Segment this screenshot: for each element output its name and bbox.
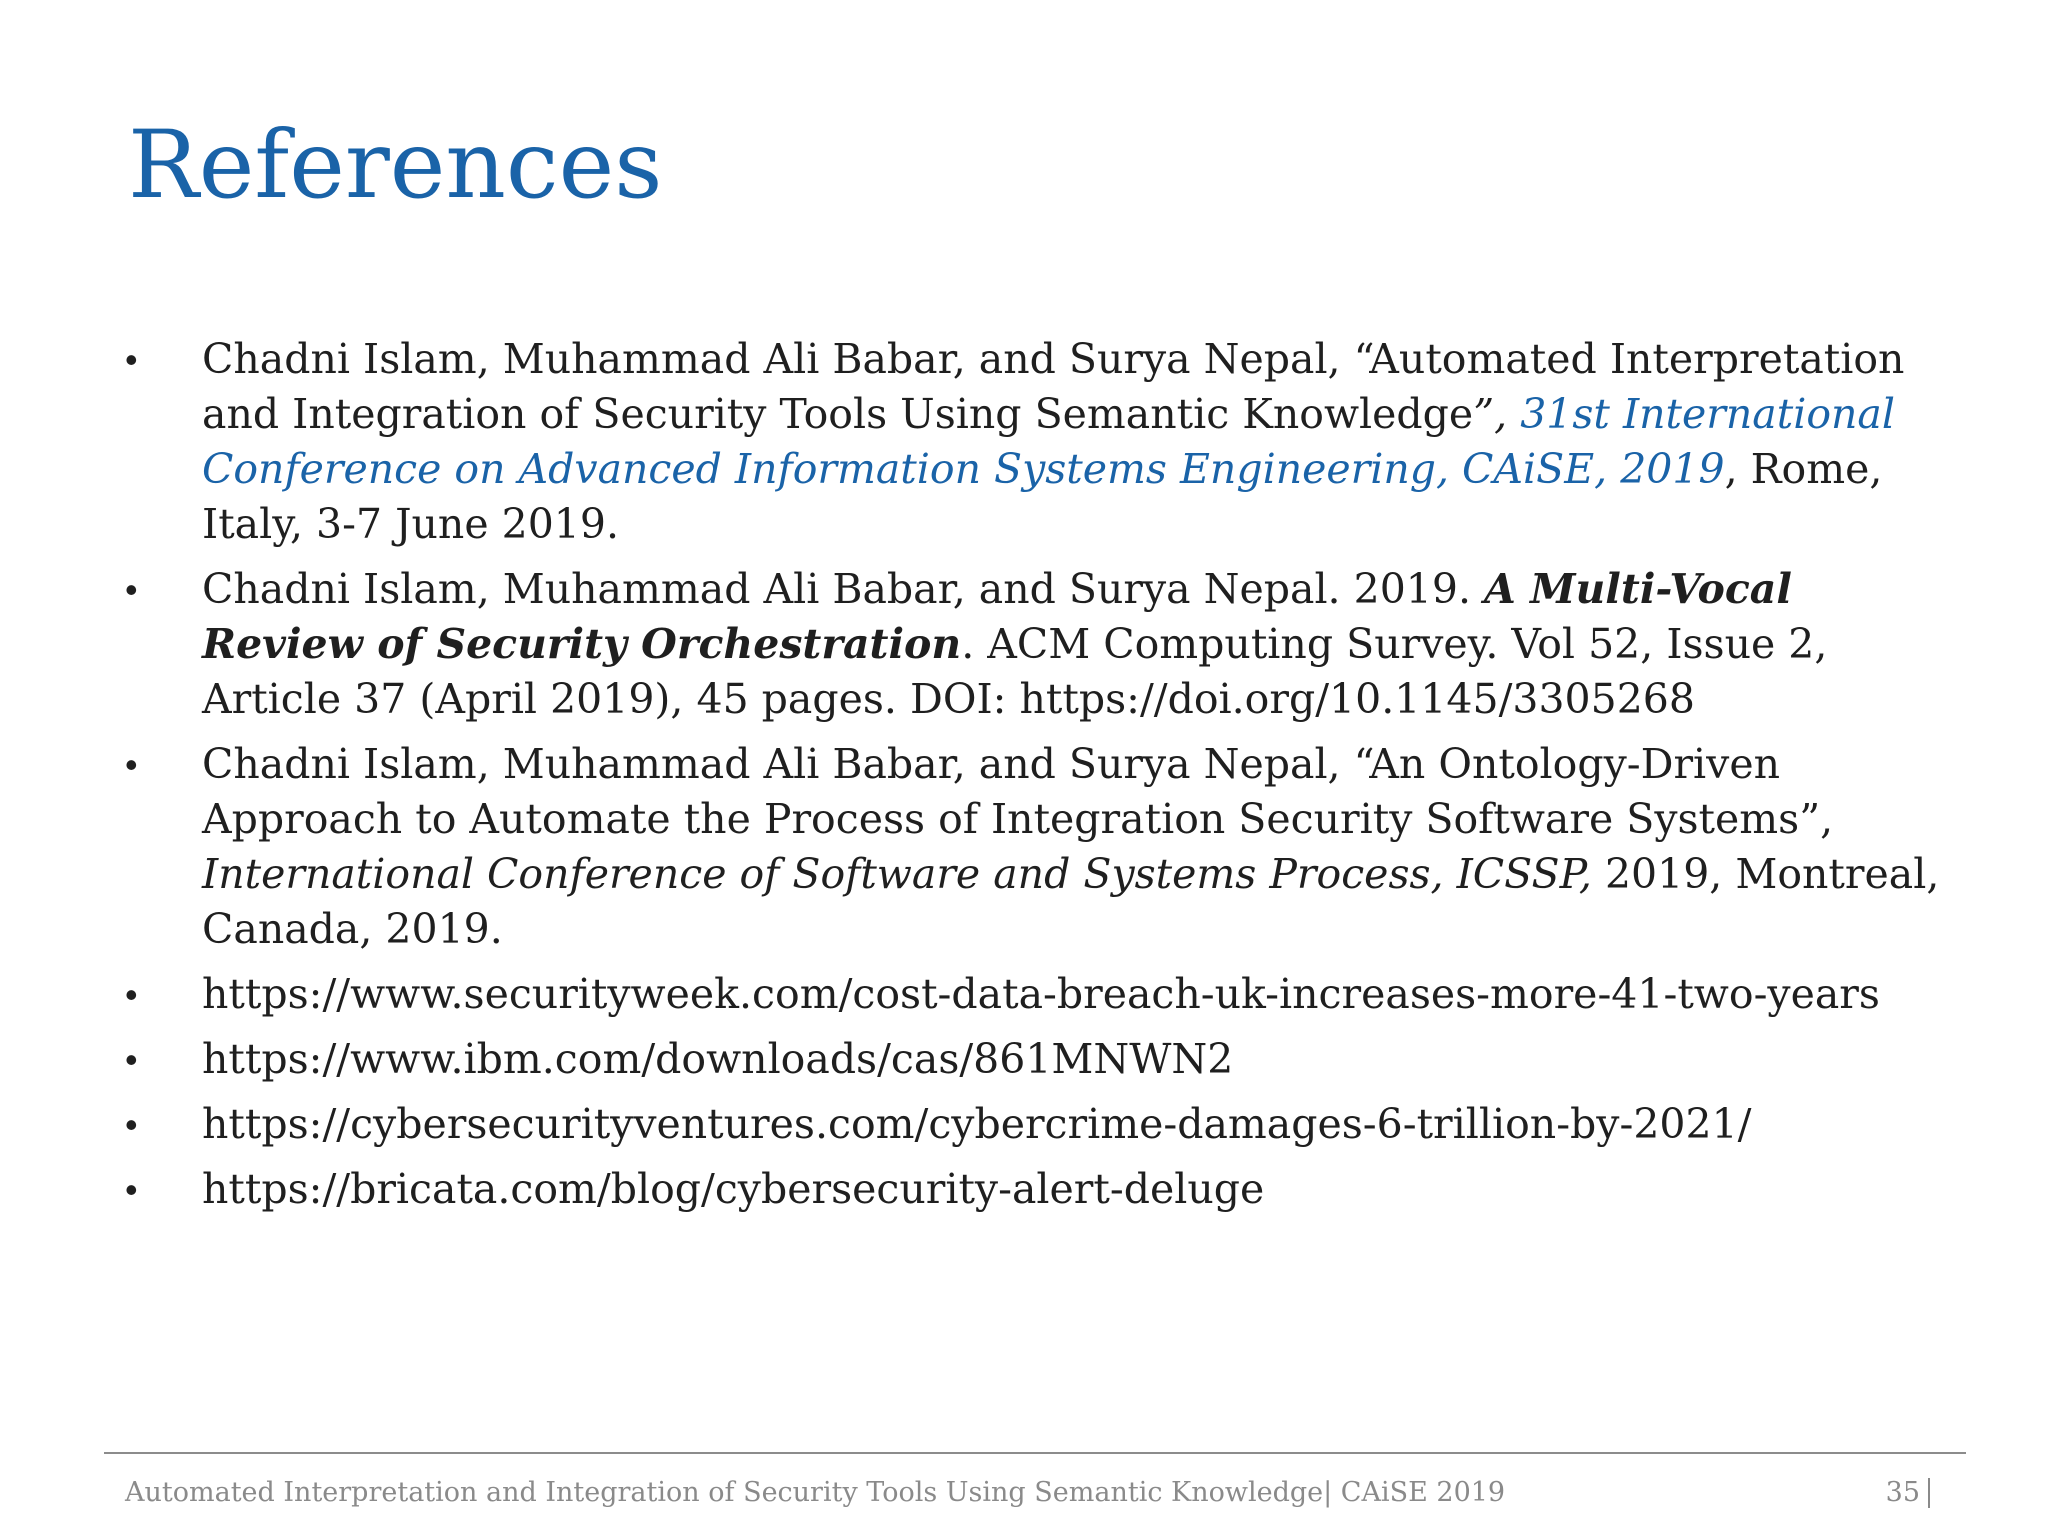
reference-text: Chadni Islam, Muhammad Ali Babar, and Surya Nepal. 2019.: [202, 565, 1485, 613]
reference-venue-link[interactable]: 31st International Conference on Advanced Information Systems Engineering, CAiSE, 2019: [202, 390, 1895, 493]
reference-url: https://www.ibm.com/downloads/cas/861MNWN2: [202, 1035, 1234, 1083]
slide-title: References: [128, 111, 663, 220]
reference-text: 2019, Montreal, Canada, 2019.: [202, 850, 1940, 953]
reference-item: [120, 562, 1960, 727]
reference-quote-close: ”,: [1473, 390, 1521, 438]
bullet-icon: •: [125, 1039, 138, 1080]
bullet-icon: •: [125, 1169, 138, 1210]
page-number-divider: [1928, 1478, 1930, 1508]
bullet-icon: •: [125, 744, 138, 785]
reference-list: [120, 332, 1960, 1227]
reference-url: https://www.securityweek.com/cost-data-breach-uk-increases-more-41-two-years: [202, 970, 1880, 1018]
footer-divider: [104, 1452, 1966, 1454]
reference-item: [120, 967, 1960, 1022]
bullet-icon: •: [125, 569, 138, 610]
page-number: 35: [1885, 1477, 1920, 1508]
reference-url: https://cybersecurityventures.com/cybercrime-damages-6-trillion-by-2021/: [202, 1100, 1752, 1148]
reference-item: [120, 1162, 1960, 1217]
reference-text: , Rome, Italy, 3-7 June 2019.: [202, 445, 1883, 548]
reference-paper-title: A Multi-Vocal Review of Security Orchestration: [202, 565, 1792, 668]
reference-text: . ACM Computing Survey. Vol 52, Issue 2, Article 37 (April 2019), 45 pages. DOI: https://doi.org/10.1145/3305268: [202, 620, 1828, 723]
bullet-icon: •: [125, 974, 138, 1015]
bullet-icon: •: [125, 1104, 138, 1145]
reference-text: Chadni Islam, Muhammad Ali Babar, and Surya Nepal, “Automated Interpretation and Integration of Security Tools Using Semantic Knowledge: [202, 335, 1905, 438]
reference-item: [120, 1032, 1960, 1087]
reference-venue: International Conference of Software and Systems Process, ICSSP,: [202, 850, 1592, 898]
reference-text: Chadni Islam, Muhammad Ali Babar, and Surya Nepal, “An Ontology-Driven Approach to Automate the Process of Integration Security Software Systems”,: [202, 740, 1834, 843]
reference-url: https://bricata.com/blog/cybersecurity-alert-deluge: [202, 1165, 1265, 1213]
bullet-icon: •: [125, 339, 138, 380]
reference-item: [120, 332, 1960, 552]
reference-item: [120, 1097, 1960, 1152]
reference-item: [120, 737, 1960, 957]
footer-caption: Automated Interpretation and Integration of Security Tools Using Semantic Knowledge| CAiSE 2019: [125, 1477, 1506, 1508]
